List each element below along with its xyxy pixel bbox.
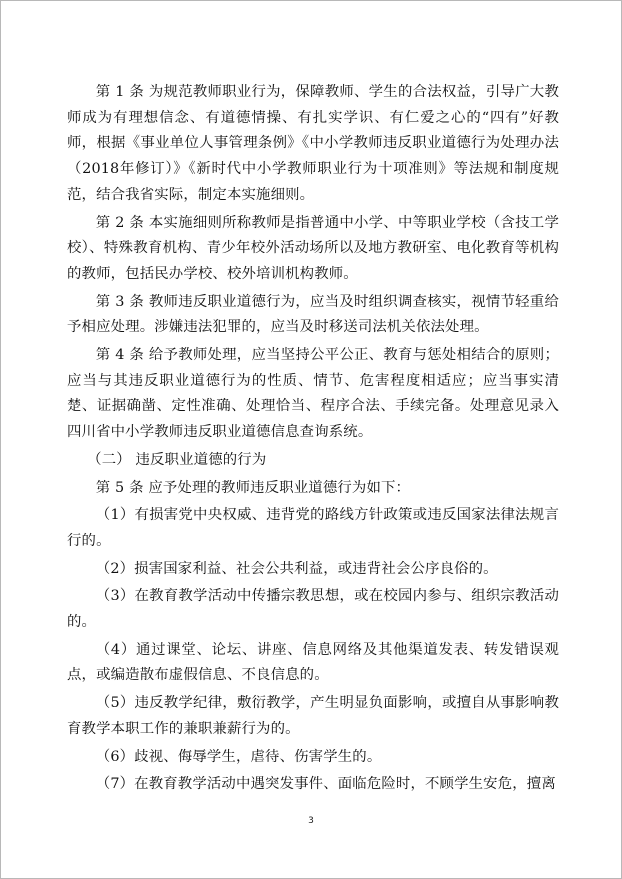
list-item-7: （7）在教育教学活动中遇突发事件、面临危险时，不顾学生安危，擅离 <box>95 776 556 793</box>
article-5-paragraph: 第 5 条 应予处理的教师违反职业道德行为如下： <box>95 479 411 496</box>
article-2-paragraph: 第 2 条 本实施细则所称教师是指普通中小学、中等职业学校（含技工学校）、特殊教育机构、青少年校外活动场所以及地方教研室、电化教育等机构的教师，包括民办学校、校外培训机构教师。 <box>67 214 559 282</box>
article-1-paragraph: 第 1 条 为规范教师职业行为，保障教师、学生的合法权益，引导广大教师成为有理想信念、有道德情操、有扎实学识、有仁爱之心的“四有”好教师，根据《事业单位人事管理条例》《中小学教师违反职业道德行为处理办法（2018年修订）》《新时代中小学教师职业行为十项准则》等法规和制度规范，结合我省实际，制定本实施细则。 <box>67 84 559 203</box>
page-number: 3 <box>308 816 314 826</box>
section-heading: （二） 违反职业道德的行为 <box>87 451 267 468</box>
list-item-6: （6）歧视、侮辱学生，虐待、伤害学生的。 <box>95 748 382 765</box>
list-item-4: （4）通过课堂、论坛、讲座、信息网络及其他渠道发表、转发错误观点，或编造散布虚假信息、不良信息的。 <box>67 641 559 684</box>
document-body <box>67 80 559 800</box>
list-item-2: （2）损害国家利益、社会公共利益，或违背社会公序良俗的。 <box>95 560 498 577</box>
article-3-paragraph: 第 3 条 教师违反职业道德行为，应当及时组织调查核实，视情节轻重给予相应处理。涉嫌违法犯罪的，应当及时移送司法机关依法处理。 <box>67 293 559 336</box>
list-item-5: （5）违反教学纪律，敷衍教学，产生明显负面影响，或擅自从事影响教育教学本职工作的兼职兼薪行为的。 <box>67 695 559 737</box>
list-item-1: （1）有损害党中央权威、违背党的路线方针政策或违反国家法律法规言行的。 <box>67 507 559 549</box>
article-4-paragraph: 第 4 条 给予教师处理，应当坚持公平公正、教育与惩处相结合的原则；应当与其违反职业道德行为的性质、情节、危害程度相适应；应当事实清楚、证据确凿、定性准确、处理恰当、程序合法、手续完备。处理意见录入四川省中小学教师违反职业道德信息查询系统。 <box>67 347 559 441</box>
list-item-3: （3）在教育教学活动中传播宗教思想，或在校园内参与、组织宗教活动的。 <box>67 588 559 631</box>
